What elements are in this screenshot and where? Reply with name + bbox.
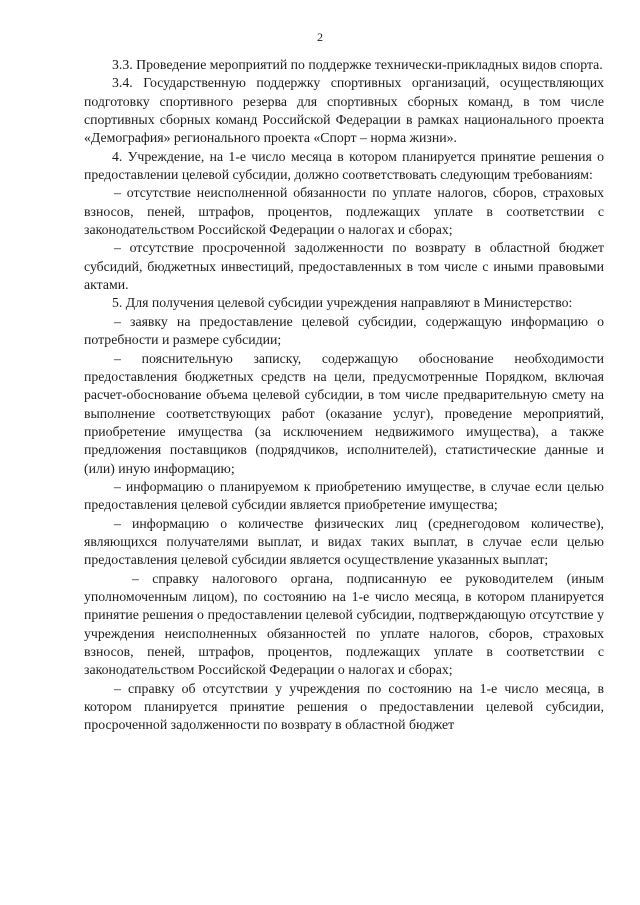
document-tax-certificate: – справку налогового органа, подписанную ее руководителем (иным уполномоченным лицом), по состоянию на 1-е число месяца, в котором планируется принятие решения о предоставлении целевой субсидии, подтверждающую отсутствие у учреждения неисполненных обязанностей по уплате налогов, сборов, страховых взносов, пеней, штрафов, процентов, подлежащих уплате в соответствии с законодательством Российской Федерации о налогах и сборах;: [84, 570, 604, 678]
requirement-no-overdue-debt: – отсутствие просроченной задолженности по возврату в областной бюджет субсидий, бюджетных инвестиций, предоставленных в том числе с иными правовыми актами.: [84, 240, 604, 293]
paragraph-3-3: 3.3. Проведение мероприятий по поддержке технически-прикладных видов спорта.: [112, 57, 603, 72]
document-recipients-info: – информацию о количестве физических лиц (среднегодовом количестве), являющихся получателями выплат, и видах таких выплат, в случае если целью предоставления целевой субсидии является осуществление указанных выплат;: [84, 515, 604, 568]
paragraph-3-4: 3.4. Государственную поддержку спортивных организаций, осуществляющих подготовку спортивного резерва для спортивных сборных команд, в том числе спортивных сборных команд Российской Федерации в рамках национального проекта «Демография» регионального проекта «Спорт – норма жизни».: [84, 75, 604, 146]
paragraph-5: 5. Для получения целевой субсидии учреждения направляют в Министерство:: [112, 295, 573, 311]
document-no-debt-certificate: – справку об отсутствии у учреждения по состоянию на 1-е число месяца, в котором планируется принятие решения о предоставлении целевой субсидии, просроченной задолженности по возврату в областной бюджет: [84, 680, 604, 733]
paragraph-4: 4. Учреждение, на 1-е число месяца в котором планируется принятие решения о предоставлении целевой субсидии, должно соответствовать следующим требованиям:: [84, 148, 604, 183]
requirement-no-tax-debt: – отсутствие неисполненной обязанности по уплате налогов, сборов, страховых взносов, пеней, штрафов, процентов, подлежащих уплате в соответствии с законодательством Российской Федерации о налогах и сборах;: [84, 185, 604, 238]
document-application: – заявку на предоставление целевой субсидии, содержащую информацию о потребности и размере субсидии;: [84, 313, 604, 348]
page-number: 2: [317, 30, 323, 44]
document-property-info: – информацию о планируемом к приобретению имуществе, в случае если целью предоставления целевой субсидии является приобретение имущества;: [84, 478, 604, 513]
document-explanatory-note: – пояснительную записку, содержащую обоснование необходимости предоставления бюджетных средств на цели, предусмотренные Порядком, включая расчет-обоснование объема целевой субсидии, в том числе предварительную смету на выполнение соответствующих работ (оказание услуг), проведение мероприятий, приобретение имущества (за исключением недвижимого имущества), а также предложения поставщиков (подрядчиков, исполнителей), статистические данные и (или) иную информацию;: [84, 350, 604, 476]
document-body: [84, 56, 604, 735]
